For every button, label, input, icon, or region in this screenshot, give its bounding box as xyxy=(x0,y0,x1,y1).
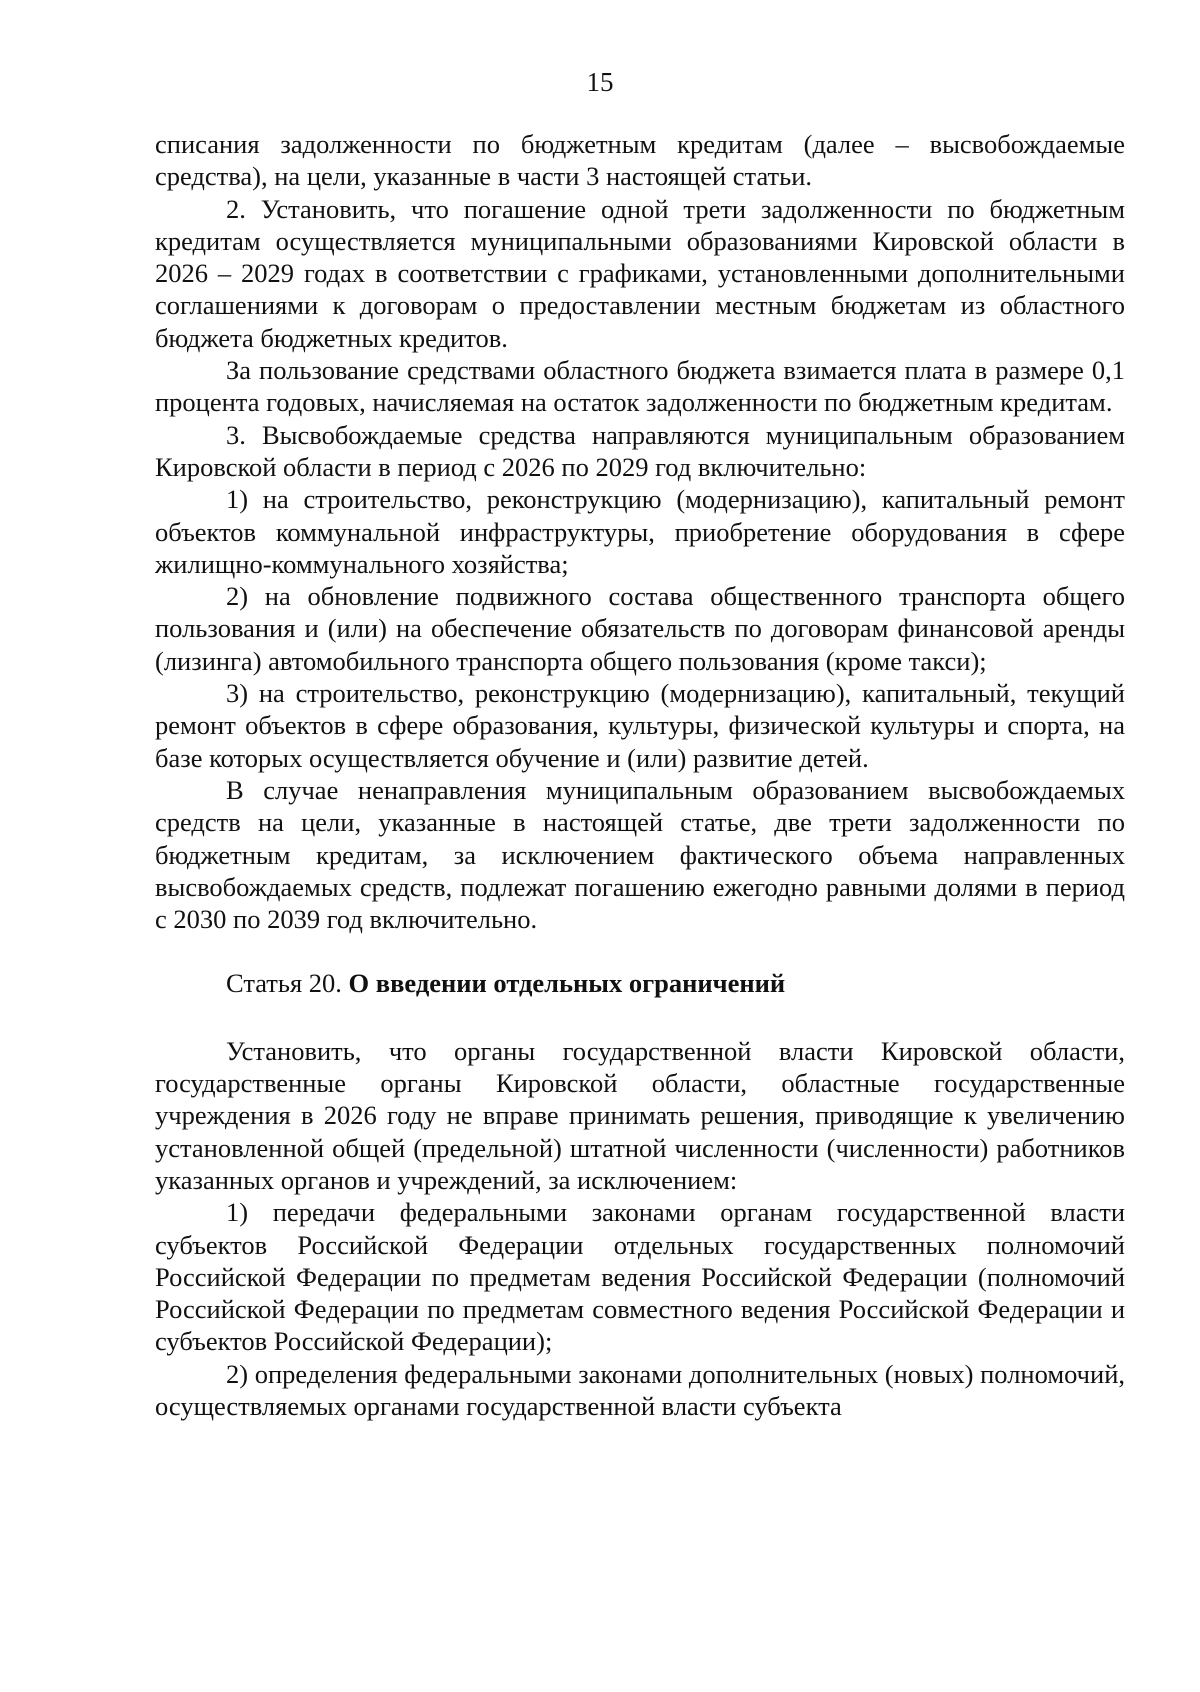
list-item: 2) определения федеральными законами дополнительных (новых) полномочий, осуществляемых органами государственной власти субъекта xyxy=(155,1358,1125,1421)
paragraph: За пользование средствами областного бюджета взимается плата в размере 0,1 процента годовых, начисляемая на остаток задолженности по бюджетным кредитам. xyxy=(155,355,1125,418)
list-item: 3) на строительство, реконструкцию (модернизацию), капитальный, текущий ремонт объектов в сфере образования, культуры, физической культуры и спорта, на базе которых осуществляется обучение и (или) развитие детей. xyxy=(155,678,1125,773)
paragraph: В случае ненаправления муниципальным образованием высвобождаемых средств на цели, указанные в настоящей статье, две трети задолженности по бюджетным кредитам, за исключением фактического объема направленных высвобождаемых средств, подлежат погашению ежегодно равными долями в период с 2030 по 2039 год включительно. xyxy=(155,774,1125,935)
article-number: Статья 20. xyxy=(226,968,342,999)
list-item: 1) передачи федеральными законами органам государственной власти субъектов Российской Федерации отдельных государственных полномочий Российской Федерации по предметам ведения Российской Федерации (полномочий Российской Федерации по предметам совместного ведения Российской Федерации и субъектов Российской Федерации); xyxy=(155,1197,1125,1357)
paragraph: 2. Установить, что погашение одной трети задолженности по бюджетным кредитам осуществляется муниципальными образованиями Кировской области в 2026 – 2029 годах в соответствии с графиками, установленными дополнительными соглашениями к договорам о предоставлении местным бюджетам из областного бюджета бюджетных кредитов. xyxy=(155,193,1125,353)
article-title: О введении отдельных ограничений xyxy=(348,968,786,999)
list-item: 1) на строительство, реконструкцию (модернизацию), капитальный ремонт объектов коммунальной инфраструктуры, приобретение оборудования в сфере жилищно-коммунального хозяйства; xyxy=(155,484,1125,579)
page-number: 15 xyxy=(586,67,614,97)
paragraph: списания задолженности по бюджетным кредитам (далее – высвобождаемые средства), на цели, указанные в части 3 настоящей статьи. xyxy=(155,129,1125,192)
article-heading xyxy=(155,967,1125,999)
document-body xyxy=(155,128,1125,1422)
paragraph: 3. Высвобождаемые средства направляются муниципальным образованием Кировской области в период с 2026 по 2029 год включительно: xyxy=(155,419,1125,482)
paragraph: Установить, что органы государственной власти Кировской области, государственные органы Кировской области, областные государственные учреждения в 2026 году не вправе принимать решения, приводящие к увеличению установленной общей (предельной) штатной численности (численности) работников указанных органов и учреждений, за исключением: xyxy=(155,1035,1125,1195)
list-item: 2) на обновление подвижного состава общественного транспорта общего пользования и (или) на обеспечение обязательств по договорам финансовой аренды (лизинга) автомобильного транспорта общего пользования (кроме такси); xyxy=(155,581,1125,676)
